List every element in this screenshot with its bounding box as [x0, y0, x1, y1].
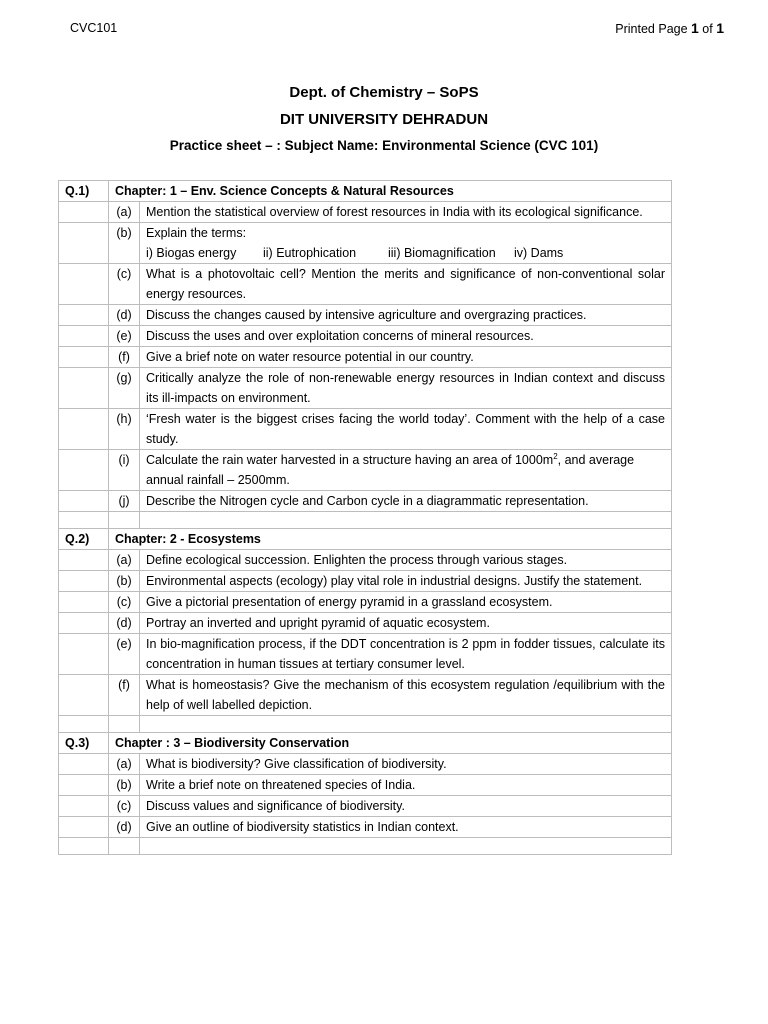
question-text: Give an outline of biodiversity statistics in Indian context. — [140, 817, 672, 838]
superscript: 2 — [553, 451, 558, 461]
item-key: (b) — [109, 223, 140, 264]
dept-title: Dept. of Chemistry – SoPS — [289, 84, 479, 101]
question-row — [59, 613, 672, 634]
question-text: Write a brief note on threatened species of India. — [140, 775, 672, 796]
question-row — [59, 675, 672, 716]
q1-label: Q.1) — [59, 181, 109, 202]
item-key: (a) — [109, 550, 140, 571]
item-key: (i) — [109, 450, 140, 491]
question-row — [59, 550, 672, 571]
question-text: Define ecological succession. Enlighten the process through various stages. — [140, 550, 672, 571]
item-key: (j) — [109, 491, 140, 512]
q2-label: Q.2) — [59, 529, 109, 550]
question-row — [59, 305, 672, 326]
question-table — [58, 180, 672, 855]
page-of: of — [698, 22, 717, 36]
blank-row — [59, 838, 672, 855]
question-text: What is a photovoltaic cell? Mention the merits and significance of non-conventional solar energy resources. — [140, 264, 672, 305]
question-row — [59, 450, 672, 491]
item-key: (e) — [109, 634, 140, 675]
page-current: 1 — [691, 20, 699, 36]
item-key: (b) — [109, 775, 140, 796]
item-key: (c) — [109, 796, 140, 817]
question-row — [59, 491, 672, 512]
question-row — [59, 775, 672, 796]
q2-chapter: Chapter: 2 - Ecosystems — [109, 529, 672, 550]
question-row — [59, 264, 672, 305]
item-key: (e) — [109, 326, 140, 347]
question-text: Critically analyze the role of non-renewable energy resources in Indian context and discuss its ill-impacts on environment. — [140, 368, 672, 409]
question-text: Mention the statistical overview of forest resources in India with its ecological significance. — [140, 202, 672, 223]
q3-chapter: Chapter : 3 – Biodiversity Conservation — [109, 733, 672, 754]
question-row — [59, 754, 672, 775]
sheet-title: Practice sheet – : Subject Name: Environmental Science (CVC 101) — [169, 138, 599, 153]
question-row — [59, 817, 672, 838]
q1-chapter: Chapter: 1 – Env. Science Concepts & Natural Resources — [109, 181, 672, 202]
item-key: (a) — [109, 202, 140, 223]
blank-row — [59, 716, 672, 733]
term-item: iv) Dams — [514, 246, 564, 260]
item-key: (a) — [109, 754, 140, 775]
question-text-part: Calculate the rain water harvested in a structure having an area of 1000m — [146, 453, 554, 467]
terms-intro: Explain the terms: — [146, 226, 247, 240]
item-key: (f) — [109, 675, 140, 716]
item-key: (b) — [109, 571, 140, 592]
term-item: ii) Eutrophication — [263, 246, 357, 260]
question-row — [59, 409, 672, 450]
question-text: Give a brief note on water resource potential in our country. — [140, 347, 672, 368]
term-item: i) Biogas energy — [146, 246, 237, 260]
q2-chapter-row — [59, 529, 672, 550]
question-row — [59, 202, 672, 223]
item-key: (c) — [109, 264, 140, 305]
q1-chapter-row — [59, 181, 672, 202]
question-row — [59, 634, 672, 675]
page-total: 1 — [716, 20, 724, 36]
question-text — [140, 450, 672, 491]
terms-list — [146, 243, 665, 263]
question-text-part: , and average annual rainfall – 2500mm. — [146, 453, 635, 487]
item-key: (d) — [109, 817, 140, 838]
question-text: In bio-magnification process, if the DDT concentration is 2 ppm in fodder tissues, calculate its concentration in human tissues at tertiary consumer level. — [140, 634, 672, 675]
q3-label: Q.3) — [59, 733, 109, 754]
blank-row — [59, 512, 672, 529]
question-text: What is biodiversity? Give classification of biodiversity. — [140, 754, 672, 775]
question-row — [59, 223, 672, 264]
page-prefix: Printed Page — [615, 22, 692, 36]
item-key: (f) — [109, 347, 140, 368]
course-code: CVC101 — [70, 21, 118, 35]
q3-chapter-row — [59, 733, 672, 754]
question-text: Discuss the changes caused by intensive agriculture and overgrazing practices. — [140, 305, 672, 326]
question-row — [59, 368, 672, 409]
item-key: (h) — [109, 409, 140, 450]
question-text: Describe the Nitrogen cycle and Carbon cycle in a diagrammatic representation. — [140, 491, 672, 512]
question-text: What is homeostasis? Give the mechanism of this ecosystem regulation /equilibrium with the help of well labelled depiction. — [140, 675, 672, 716]
item-key: (c) — [109, 592, 140, 613]
question-text: Environmental aspects (ecology) play vital role in industrial designs. Justify the statement. — [140, 571, 672, 592]
question-row — [59, 592, 672, 613]
question-row — [59, 796, 672, 817]
university-title: DIT UNIVERSITY DEHRADUN — [279, 111, 489, 128]
question-text: Discuss the uses and over exploitation concerns of mineral resources. — [140, 326, 672, 347]
item-key: (d) — [109, 305, 140, 326]
page-counter — [615, 20, 724, 36]
item-key: (d) — [109, 613, 140, 634]
question-text: Discuss values and significance of biodiversity. — [140, 796, 672, 817]
question-row — [59, 326, 672, 347]
question-text: Portray an inverted and upright pyramid of aquatic ecosystem. — [140, 613, 672, 634]
question-row — [59, 571, 672, 592]
item-key: (g) — [109, 368, 140, 409]
question-row — [59, 347, 672, 368]
term-item: iii) Biomagnification — [388, 246, 496, 260]
question-text: Give a pictorial presentation of energy pyramid in a grassland ecosystem. — [140, 592, 672, 613]
question-text — [140, 223, 672, 264]
question-text: ‘Fresh water is the biggest crises facing the world today’. Comment with the help of a case study. — [140, 409, 672, 450]
